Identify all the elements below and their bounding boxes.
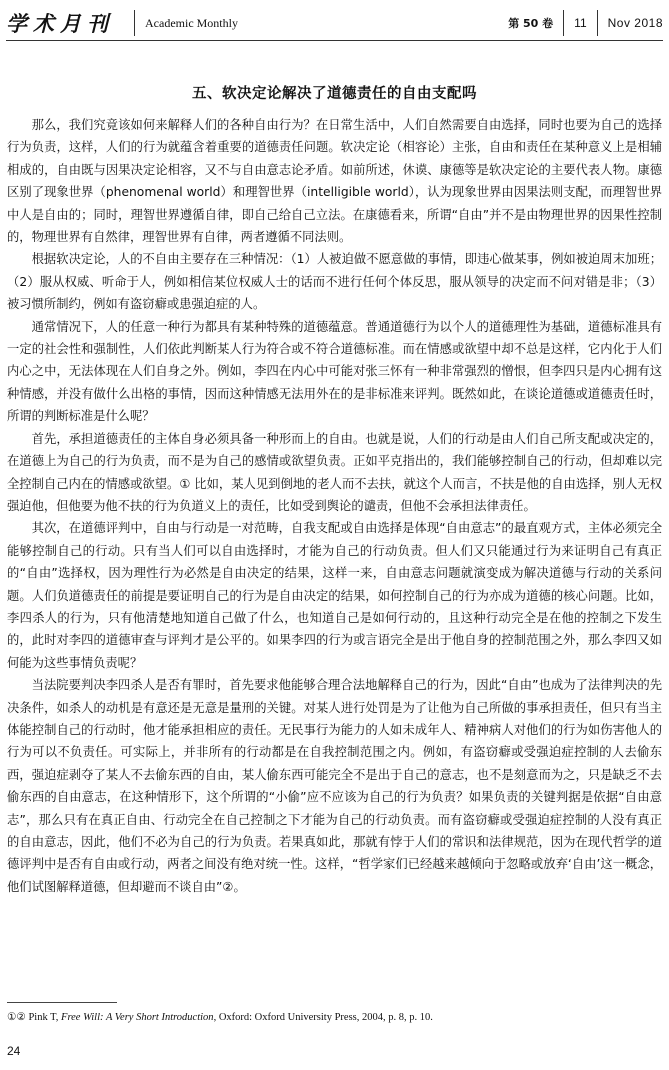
paragraph: 其次，在道德评判中，自由与行动是一对范畴，自我支配或自由选择是体现“自由意志”的最直观方式，主体必须完全能够控制自己的行动。只有当人们可以自由选择时，才能为自己的行动负责。但人们又只能通过行为来证明自己有真正的“自由”选择权，因为理性行为必然是自由决定的结果，这样一来，自由意志问题就演变成为解决道德与行动的关系问题。人们负道德责任的前提是要证明自己的行为是自由决定的结果，如何控制自己的行为亦成为道德的核心问题。比如，李四杀人的行为，只有他清楚地知道自己做了什么，也知道自己是如何行动的，且这种行动完全是在他的控制之下发生的，此时对李四的道德审查与评判才是公平的。如果李四的行为或言语完全是出于他自身的控制范围之外，那么李四又如何能为这些事情负责呢？ [7, 521, 662, 670]
footnote-marks: ①② [7, 1012, 26, 1023]
volume-label: 第 50 卷 [508, 17, 554, 30]
paragraph: 当法院要判决李四杀人是否有罪时，首先要求他能够合理合法地解释自己的行为，因此“自由”也成为了法律判决的先决条件，如杀人的动机是有意还是无意是量刑的关键。对某人进行处罚是为了让他为自己所做的事承担责任，但只有当主体能控制自己的行动时，他才能承担相应的责任。无民事行为能力的人如未成年人、精神病人对他们的行为如伤害他人的行为可以不负责任。可实际上，并非所有的行动都是在自我控制范围之内。例如，有盗窃癖或受强迫症控制的人去偷东西，强迫症剥夺了某人不去偷东西的自由，某人偷东西可能完全不是出于自己的意志，也不是刻意而为之，只是缺乏不去偷东西的自由意志，在这种情形下，这个所谓的“小偷”应不应该为自己的行为负责？如果负责的关键判据是依据“自由意志”，那么只有在真正自由、行动完全在自己控制之下才能为自己的行动负责。而有盗窃癖或受强迫症控制的人没有真正的自由意志，因此，他们不必为自己的行为负责。若果真如此，那就有悖于人们的常识和法律规范，因为在现代哲学的道德评判中是否有自由或行动，两者之间没有绝对统一性。这样，“哲学家们已经越来越倾向于忽略或放弃‘自由’这一概念，他们试图解释道德，但却避而不谈自由”②。 [7, 678, 662, 894]
paragraph: 首先，承担道德责任的主体自身必须具备一种形而上的自由。也就是说，人们的行动是由人们自己所支配或决定的，在道德上为自己的行为负责，而不是为自己的感情或欲望负责。正如平克指出的，我们能够控制自己的行动，但却难以完全控制自己内在的情感或欲望。① 比如，某人见到倒地的老人而不去扶，就这个人而言，不扶是他的自由选择，别人无权强迫他，但他要为他不扶的行为负道义上的责任，比如受到舆论的谴责，但他不会承担法律责任。 [7, 431, 662, 513]
footnote-divider [7, 1002, 117, 1003]
paragraph: 那么，我们究竟该如何来解释人们的各种自由行为？在日常生活中，人们自然需要自由选择，同时也要为自己的选择行为负责，这样，人们的行为就蕴含着重要的道德责任问题。软决定论（相容论）主张，自由和责任在某种意义上是相辅相成的，自由既与因果决定论相容，又不与自由意志论矛盾。如前所述，休谟、康德等是软决定论的主要代表人物。康德区别了现象世界（phenomenal world）和理智世界（intelligible world），认为现象世界由因果法则支配，而理智世界中人是自由的；同时，理智世界遵循自律，即自己给自己立法。在康德看来，所谓“自由”并不是由物理世界的因果性控制的，物理世界有自然律，理智世界有自律，两者遵循不同法则。 [7, 118, 662, 245]
article-body [7, 114, 662, 898]
paragraph: 根据软决定论，人的不自由主要存在三种情况：（1）人被迫做不愿意做的事情，即违心做某事，例如被迫周末加班；（2）服从权威、听命于人，例如相信某位权威人士的话而不进行任何个体反思，服从领导的决定而不问对错是非；（3）被习惯所制约，例如有盗窃癖或患强迫症的人。 [7, 252, 662, 312]
header-divider [134, 10, 135, 36]
journal-name: Academic Monthly [145, 15, 238, 30]
issue-date: Nov 2018 [607, 16, 663, 30]
journal-logo: 学术月刊 [6, 11, 114, 36]
footnote [7, 1011, 433, 1023]
footnote-book-title: Free Will: A Very Short Introduction [61, 1012, 214, 1023]
header-divider [563, 10, 564, 36]
paragraph: 通常情况下，人的任意一种行为都具有某种特殊的道德蕴意。普通道德行为以个人的道德理性为基础，道德标准具有一定的社会性和强制性，人们依此判断某人行为符合或不符合道德标准。而在情感或欲望中却不总是这样，它内化于人们内心之中，无法体现在人们自身之外。例如，李四在内心中可能对张三怀有一种非常强烈的憎恨，但李四只是内心拥有这种情感，并没有做什么出格的事情，因而这种情感无法用外在的是非标准来评判。既然如此，在谈论道德或道德责任时，所谓的判断标准是什么呢？ [7, 319, 662, 424]
issue-number: 11 [574, 16, 587, 30]
section-title: 五、软决定论解决了道德责任的自由支配吗 [192, 86, 477, 102]
footnote-author: Pink T, [28, 1012, 59, 1023]
header-divider [597, 10, 598, 36]
footnote-publication: , Oxford: Oxford University Press, 2004, p. 8, p. 10. [213, 1012, 433, 1023]
page-header [6, 6, 663, 41]
page-number: 24 [7, 1044, 21, 1058]
